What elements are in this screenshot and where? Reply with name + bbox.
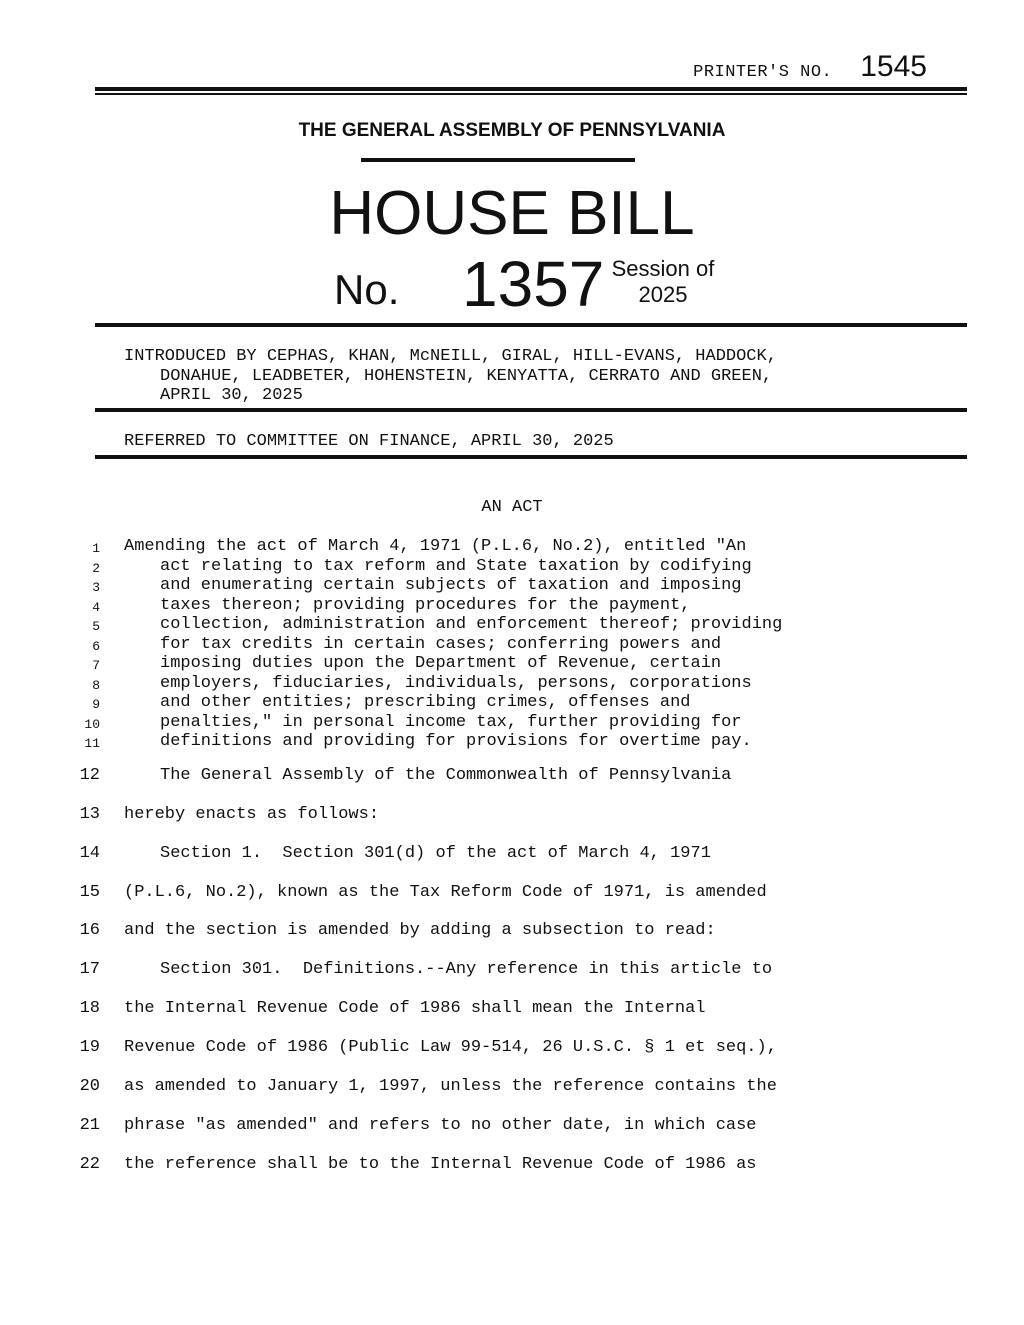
title-line: penalties," in personal income tax, further providing for [160,712,742,732]
body-line: (P.L.6, No.2), known as the Tax Reform Code of 1971, is amended [124,883,767,902]
session-label: Session of [611,256,715,281]
line-number: 7 [92,658,100,673]
introduced-line: APRIL 30, 2025 [160,386,303,405]
line-number: 5 [92,619,100,634]
bill-number-label: No. [334,266,400,313]
line-number: 2 [92,560,100,576]
assembly-heading: THE GENERAL ASSEMBLY OF PENNSYLVANIA [298,120,726,141]
title-line: act relating to tax reform and State taxation by codifying [160,556,752,576]
line-number: 13 [79,805,100,824]
title-line: Amending the act of March 4, 1971 (P.L.6, No.2), entitled "An [124,537,747,556]
body-line: The General Assembly of the Commonwealth of Pennsylvania [160,766,732,785]
line-number: 1 [92,541,100,556]
referred-rule-top [95,408,967,412]
bill-type-title: HOUSE BILL [329,179,695,248]
line-number: 11 [84,736,100,751]
line-number: 8 [92,677,100,693]
line-number: 22 [79,1155,100,1174]
title-line: and enumerating certain subjects of taxation and imposing [160,576,742,595]
line-number: 17 [79,960,100,979]
referred-to-committee: REFERRED TO COMMITTEE ON FINANCE, APRIL 30, 2025 [124,432,614,451]
session-year: 2025 [638,282,688,307]
title-line: and other entities; prescribing crimes, offenses and [160,693,691,712]
intro-rule [95,323,967,327]
line-number: 19 [79,1038,100,1057]
introduced-line: INTRODUCED BY CEPHAS, KHAN, McNEILL, GIRAL, HILL-EVANS, HADDOCK, [124,347,777,366]
line-number: 12 [79,766,100,785]
printers-number-line [693,50,927,84]
printers-number: 1545 [860,50,927,83]
session-block [607,256,719,308]
an-act-heading: AN ACT [481,498,543,517]
body-line: hereby enacts as follows: [124,805,380,824]
body-line: the Internal Revenue Code of 1986 shall mean the Internal [124,999,706,1018]
line-number: 21 [79,1116,100,1135]
line-number: 9 [92,697,100,712]
title-line: imposing duties upon the Department of Revenue, certain [160,654,722,673]
line-number: 20 [79,1077,100,1096]
referred-rule-bottom [95,455,967,459]
line-number: 10 [84,716,100,732]
line-number: 15 [79,883,100,902]
title-line: definitions and providing for provisions for overtime pay. [160,732,752,751]
line-number: 4 [92,599,100,615]
body-line: and the section is amended by adding a subsection to read: [124,921,716,940]
line-number: 3 [92,580,100,595]
title-line: employers, fiduciaries, individuals, persons, corporations [160,673,752,693]
line-number: 18 [79,999,100,1018]
printers-number-label: PRINTER'S NO. [693,63,833,82]
introduced-line: DONAHUE, LEADBETER, HOHENSTEIN, KENYATTA, CERRATO AND GREEN, [160,366,773,386]
title-line: taxes thereon; providing procedures for the payment, [160,595,691,615]
body-line: as amended to January 1, 1997, unless the reference contains the [124,1077,777,1096]
title-line: for tax credits in certain cases; conferring powers and [160,634,722,654]
body-line: the reference shall be to the Internal Revenue Code of 1986 as [124,1155,757,1174]
body-line: phrase "as amended" and refers to no other date, in which case [124,1116,757,1135]
line-number: 6 [92,638,100,654]
assembly-underline [361,158,635,162]
body-line: Section 301. Definitions.--Any reference in this article to [160,960,773,979]
body-line: Section 1. Section 301(d) of the act of March 4, 1971 [160,844,711,863]
introduced-by [124,347,924,406]
line-number: 14 [79,844,100,863]
bill-number: 1357 [462,248,605,320]
title-line: collection, administration and enforcement thereof; providing [160,615,783,634]
header-rule-thin [95,93,967,95]
body-line: Revenue Code of 1986 (Public Law 99-514, 26 U.S.C. § 1 et seq.), [124,1038,777,1057]
header-rule-thick [95,87,967,91]
line-number: 16 [79,921,100,940]
